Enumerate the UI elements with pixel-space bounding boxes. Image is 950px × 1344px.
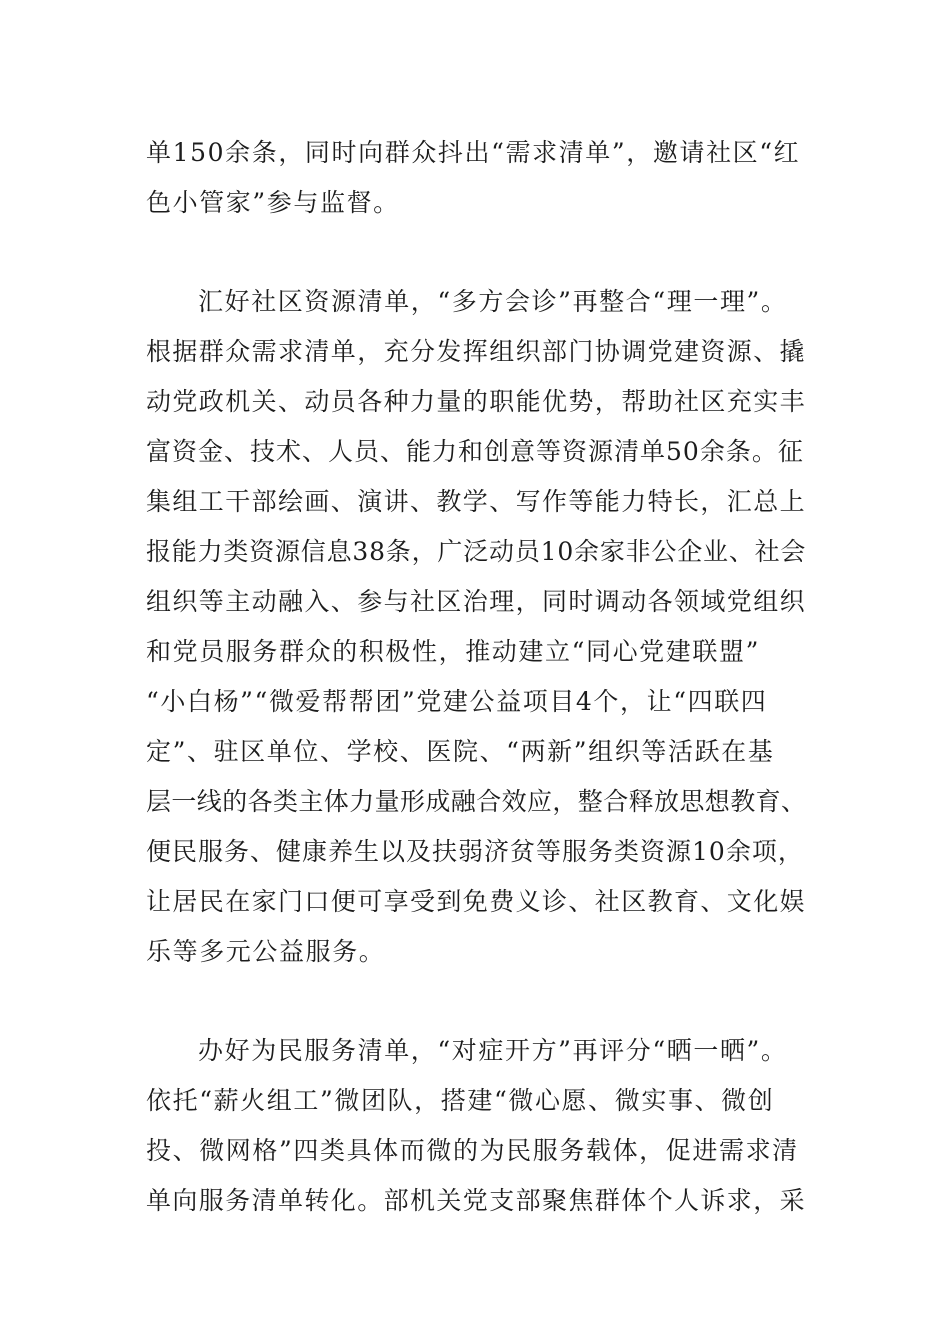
paragraph-line: 单150余条，同时向群众抖出“需求清单”，邀请社区“红 [146,138,801,167]
paragraph-service-list [146,1026,806,1226]
paragraph-line: 定”、驻区单位、学校、医院、“两新”组织等活跃在基 [146,737,775,766]
paragraph-continuation [146,128,806,228]
paragraph-line: 依托“薪火组工”微团队，搭建“微心愿、微实事、微创 [146,1086,775,1115]
paragraph-line: 投、微网格”四类具体而微的为民服务载体，促进需求清 [146,1136,799,1165]
paragraph-resource-list [146,277,806,977]
paragraph-line: 让居民在家门口便可享受到免费义诊、社区教育、文化娱 [146,887,807,916]
paragraph-line: 富资金、技术、人员、能力和创意等资源清单50余条。征 [146,437,804,466]
paragraph-line: 根据群众需求清单，充分发挥组织部门协调党建资源、撬 [146,337,807,366]
paragraph-line: 和党员服务群众的积极性，推动建立“同心党建联盟” [146,637,760,666]
paragraph-line: 汇好社区资源清单，“多方会诊”再整合“理一理”。 [198,287,788,316]
paragraph-line: 组织等主动融入、参与社区治理，同时调动各领域党组织 [146,587,807,616]
paragraph-line: 乐等多元公益服务。 [146,937,386,966]
paragraph-line: 色小管家”参与监督。 [146,188,400,217]
paragraph-line: 报能力类资源信息38条，广泛动员10余家非公企业、社会 [146,537,807,566]
paragraph-line: “小白杨”“微爱帮帮团”党建公益项目4个，让“四联四 [146,687,768,716]
paragraph-line: 层一线的各类主体力量形成融合效应，整合释放思想教育、 [146,787,807,816]
paragraph-line: 办好为民服务清单，“对症开方”再评分“晒一晒”。 [198,1036,788,1065]
paragraph-line: 动党政机关、动员各种力量的职能优势，帮助社区充实丰 [146,387,807,416]
paragraph-line: 便民服务、健康养生以及扶弱济贫等服务类资源10余项， [146,837,804,866]
paragraph-line: 单向服务清单转化。部机关党支部聚焦群体个人诉求，采 [146,1186,807,1215]
paragraph-line: 集组工干部绘画、演讲、教学、写作等能力特长，汇总上 [146,487,807,516]
